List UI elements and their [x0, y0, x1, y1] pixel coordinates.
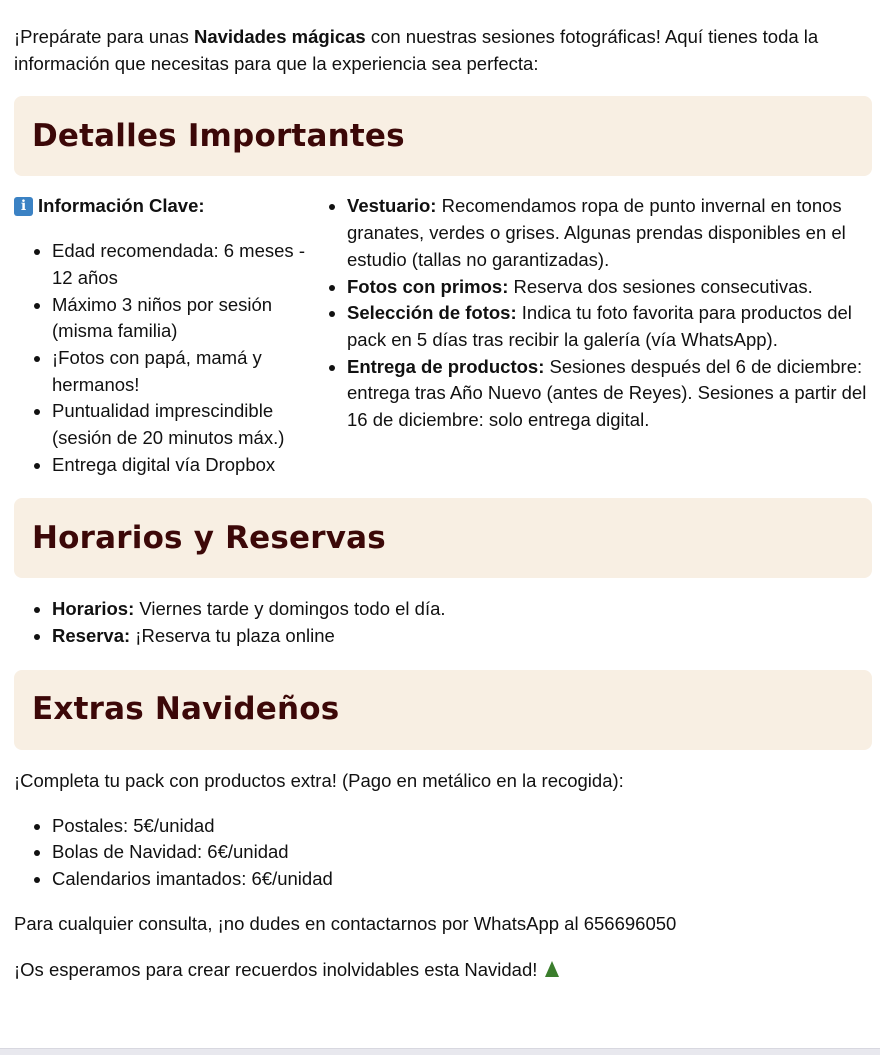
intro-text-suffix: con nuestras sesiones fotográficas! Aquí tienes toda la información que necesitas para que la experiencia sea perfecta: — [14, 26, 819, 74]
item-text: Indica tu foto favorita para productos del pack en 5 días tras recibir la galería (vía WhatsApp). — [347, 302, 852, 350]
info-icon: ℹ — [14, 197, 33, 216]
list-item: • Máximo 3 niños por sesión (misma familia) — [52, 292, 312, 345]
item-label: Horarios: — [52, 598, 135, 620]
intro-paragraph — [14, 24, 872, 77]
item-text: Viernes tarde y domingos todo el día. — [134, 598, 446, 620]
details-banner — [14, 96, 872, 176]
closing-text: ¡Os esperamos para crear recuerdos inolvidables esta Navidad! — [14, 959, 543, 981]
list-item — [347, 193, 872, 273]
extras-banner — [14, 670, 872, 750]
key-info-list — [14, 238, 312, 478]
list-item — [347, 354, 872, 434]
details-list — [324, 193, 872, 433]
list-item: • Bolas de Navidad: 6€/unidad — [52, 839, 872, 866]
item-text: Recomendamos ropa de punto invernal en tonos granates, verdes o grises. Algunas prendas disponibles en el estudio (tallas no garantizadas). — [347, 195, 846, 270]
extras-list — [14, 813, 872, 893]
key-info-label: Información Clave: — [38, 195, 205, 217]
intro-text-prefix: ¡Prepárate para unas — [14, 26, 194, 47]
intro-highlight: Navidades mágicas — [193, 26, 366, 47]
list-item: • Entrega digital vía Dropbox — [52, 452, 312, 479]
key-info-title — [14, 193, 312, 220]
list-item: • Postales: 5€/unidad — [52, 813, 872, 840]
list-item: • Calendarios imantados: 6€/unidad — [52, 866, 872, 893]
item-text: Sesiones después del 6 de diciembre: entrega tras Año Nuevo (antes de Reyes). Sesiones a partir del 16 de diciembre: solo entrega digital. — [347, 355, 867, 431]
page-content — [14, 24, 872, 984]
extras-intro: ¡Completa tu pack con productos extra! (Pago en metálico en la recogida): — [14, 769, 624, 791]
item-label: Reserva: — [52, 625, 131, 647]
schedule-list — [14, 596, 872, 649]
details-right-column — [312, 193, 872, 478]
list-item — [52, 623, 872, 650]
list-item: • Edad recomendada: 6 meses - 12 años — [52, 238, 312, 291]
list-item — [347, 300, 872, 353]
key-info-column — [14, 193, 312, 478]
item-text: Reserva dos sesiones consecutivas. — [508, 275, 813, 297]
details-heading: Detalles Importantes — [32, 118, 405, 155]
item-text: ¡Reserva tu plaza online — [130, 625, 335, 647]
details-columns — [14, 193, 872, 478]
item-label: Selección de fotos: — [347, 302, 517, 324]
contact-paragraph: Para cualquier consulta, ¡no dudes en contactarnos por WhatsApp al 656696050 — [14, 912, 677, 934]
list-item: • ¡Fotos con papá, mamá y hermanos! — [52, 345, 312, 398]
christmas-tree-icon — [545, 961, 559, 977]
list-item: • Puntualidad imprescindible (sesión de 20 minutos máx.) — [52, 398, 312, 451]
item-label: Vestuario: — [347, 195, 437, 217]
schedule-heading: Horarios y Reservas — [32, 520, 386, 557]
item-label: Entrega de productos: — [347, 355, 545, 377]
list-item — [347, 274, 872, 301]
extras-heading: Extras Navideños — [32, 691, 340, 728]
item-label: Fotos con primos: — [347, 275, 509, 297]
closing-paragraph — [14, 957, 872, 984]
list-item — [52, 596, 872, 623]
schedule-banner — [14, 498, 872, 578]
